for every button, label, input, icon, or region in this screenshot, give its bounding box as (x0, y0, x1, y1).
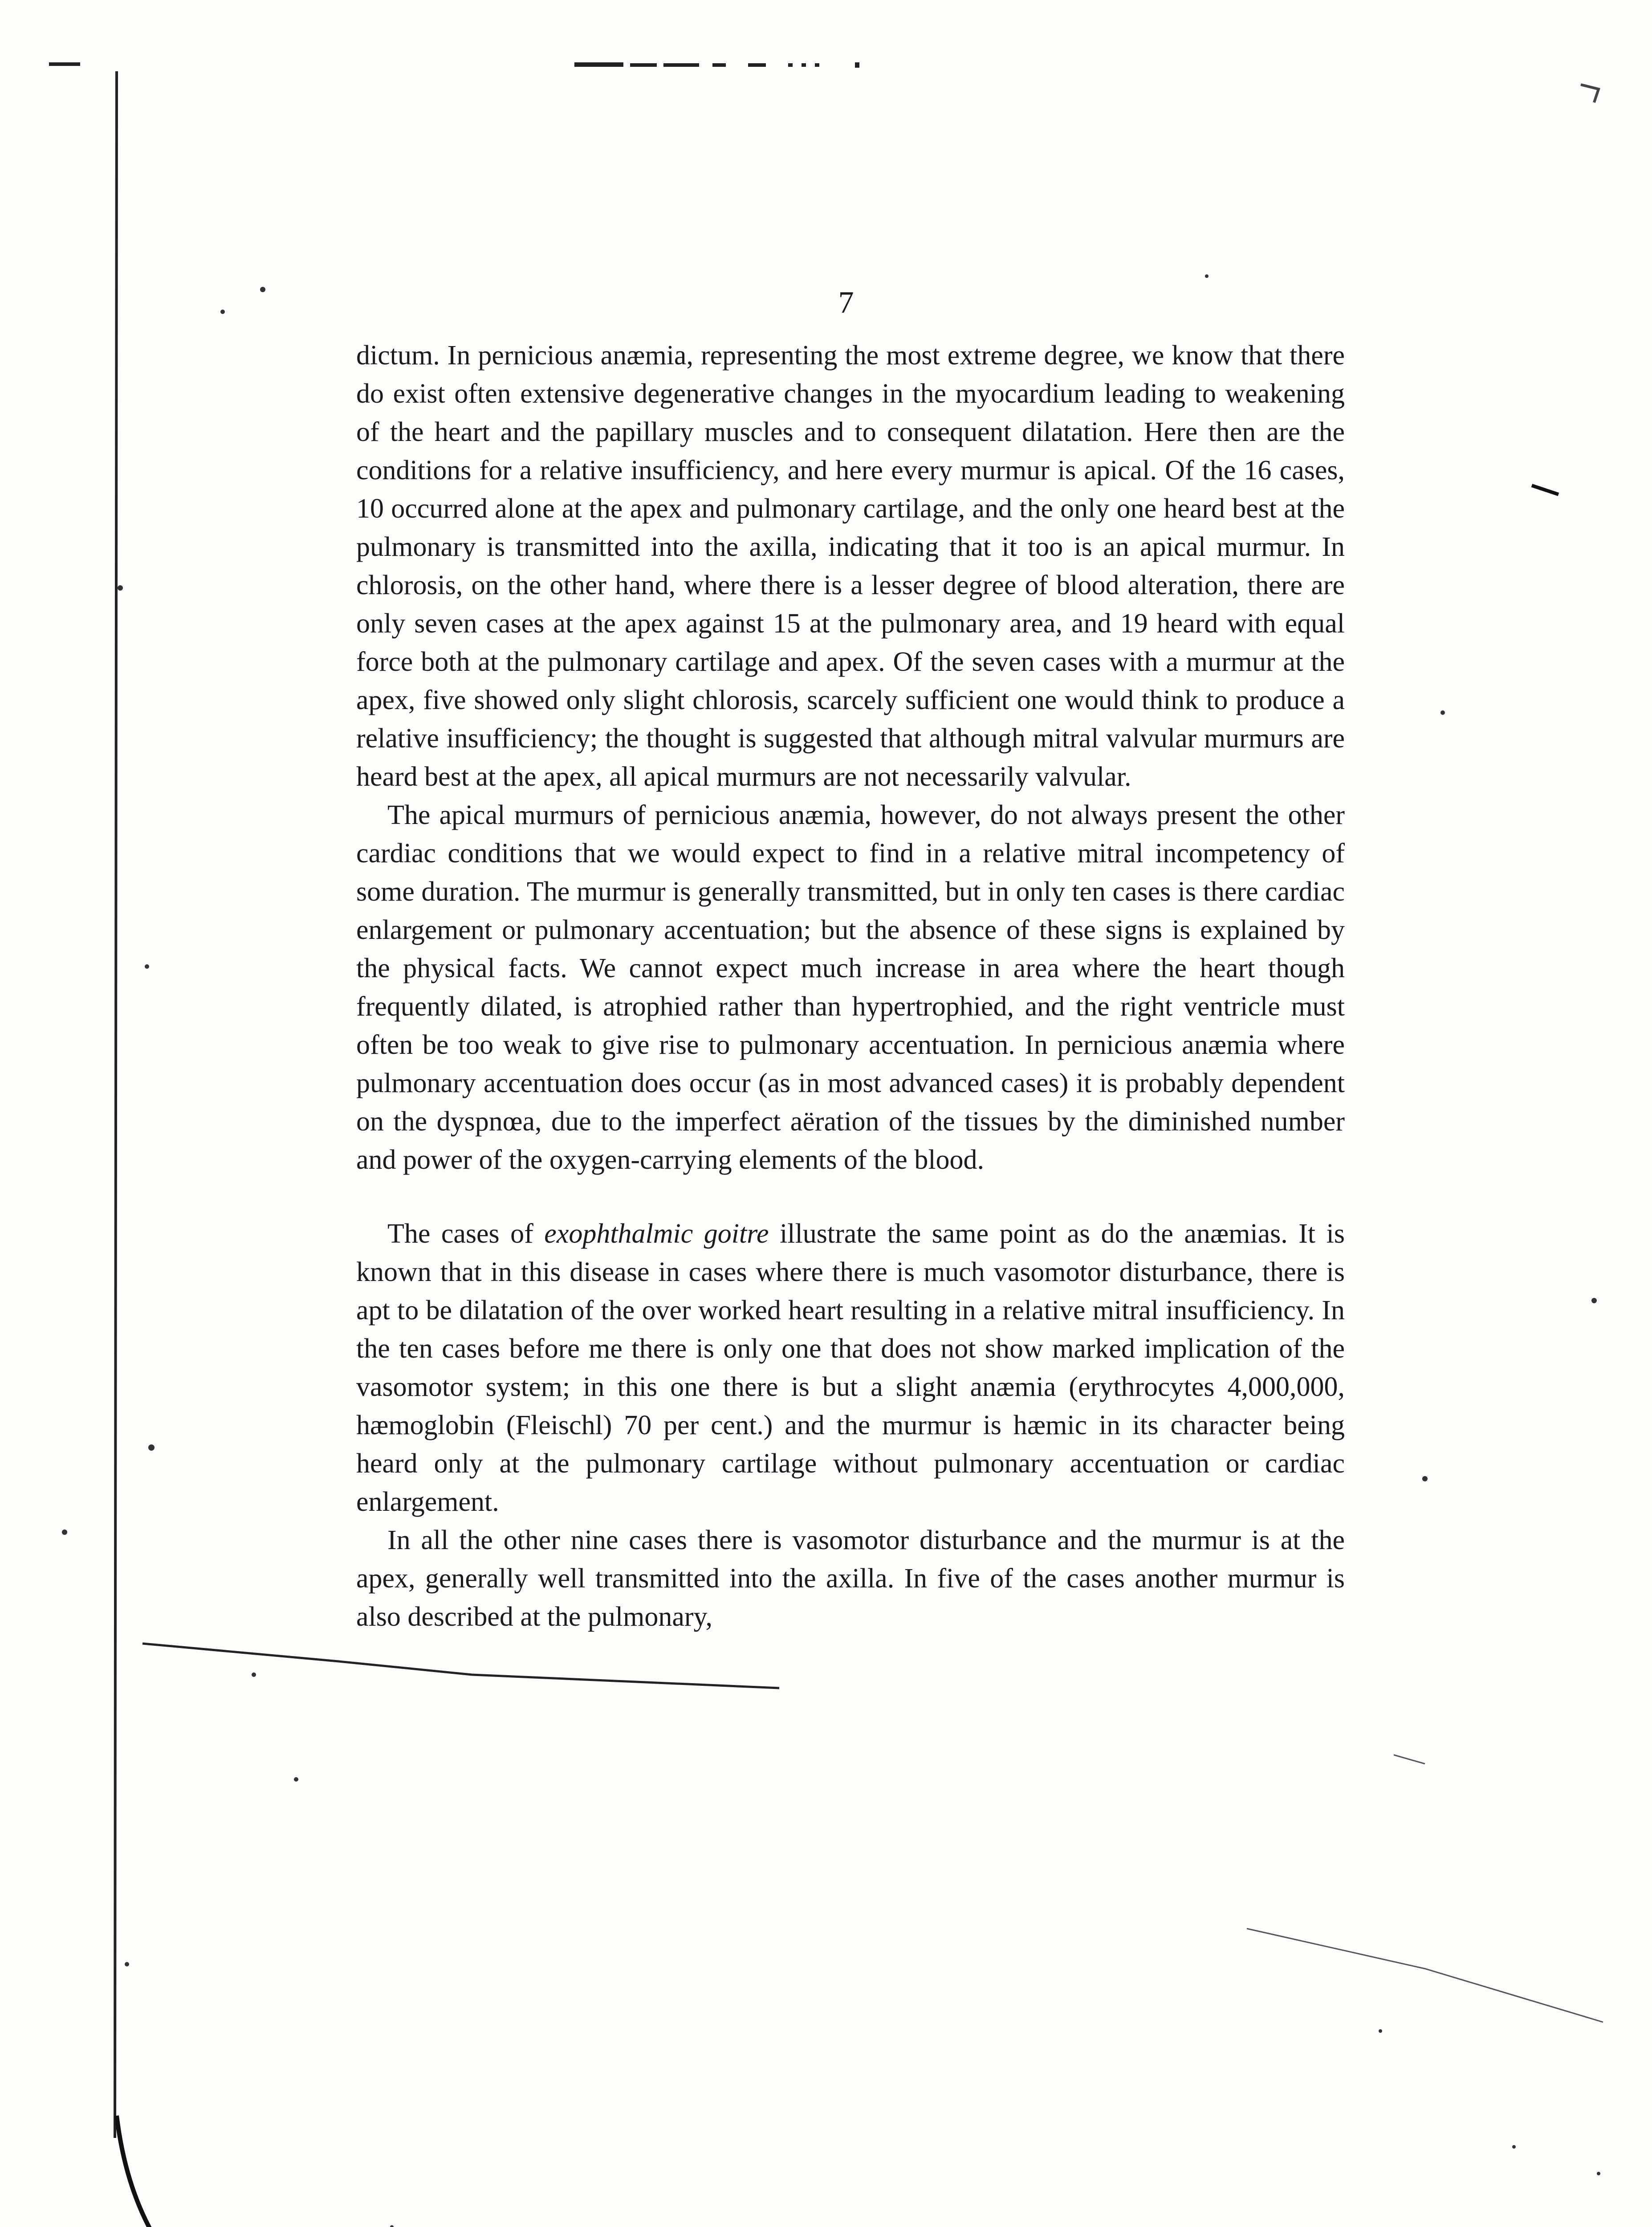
italic-term: exophthalmic goitre (544, 1219, 769, 1249)
paragraph: In all the other nine cases there is vasomotor disturbance and the murmur is at the apex, generally well transmitted into the axilla. In five of the cases another murmur is also described at the pulmonary, (356, 1525, 1345, 1632)
paragraph: dictum. In pernicious anæmia, representing the most extreme degree, we know that there do exist often extensive degenerative changes in the myocardium leading to weakening of the heart and the papillary muscles and to consequent dilatation. Here then are the conditions for a relative insufficiency, and here every murmur is apical. Of the 16 cases, 10 occurred alone at the apex and pulmonary cartilage, and the only one heard best at the pulmonary is transmitted into the axilla, indicating that it too is an apical murmur. In chlorosis, on the other hand, where there is a lesser degree of blood alteration, there are only seven cases at the apex against 15 at the pulmonary area, and 19 heard with equal force both at the pulmonary cartilage and apex. Of the seven cases with a murmur at the apex, five showed only slight chlorosis, scarcely sufficient one would think to produce a relative insufficiency; the thought is suggested that although mitral valvular murmurs are heard best at the apex, all apical murmurs are not necessarily valvular. (356, 340, 1345, 792)
paragraph-text: The cases of (387, 1219, 545, 1249)
paragraph-text: illustrate the same point as do the anæmias. It is known that in this disease in cases where there is much vasomotor disturbance, there is apt to be dilatation of the over worked heart resulting in a relative mitral insufficiency. In the ten cases before me there is only one that does not show marked implication of the vasomotor system; in this one there is but a slight anæmia (erythrocytes 4,000,000, hæmoglobin (Fleischl) 70 per cent.) and the murmur is hæmic in its character being heard only at the pulmonary cartilage without pulmonary accentuation or cardiac enlargement. (356, 1219, 1345, 1517)
paragraph: The apical murmurs of pernicious anæmia, however, do not always present the other cardiac conditions that we would expect to find in a relative mitral incompetency of some duration. The murmur is generally transmitted, but in only ten cases is there cardiac enlargement or pulmonary accentuation; but the absence of these signs is explained by the physical facts. We cannot expect much increase in area where the heart though frequently dilated, is atrophied rather than hypertrophied, and the right ventricle must often be too weak to give rise to pulmonary accentuation. In pernicious anæmia where pulmonary accentuation does occur (as in most advanced cases) it is probably dependent on the dyspnœa, due to the imperfect aëration of the tissues by the diminished number and power of the oxygen-carrying elements of the blood. (356, 800, 1345, 1175)
paragraph (356, 1215, 1345, 1521)
body-text (356, 336, 1345, 1636)
page-number: 7 (838, 286, 854, 320)
